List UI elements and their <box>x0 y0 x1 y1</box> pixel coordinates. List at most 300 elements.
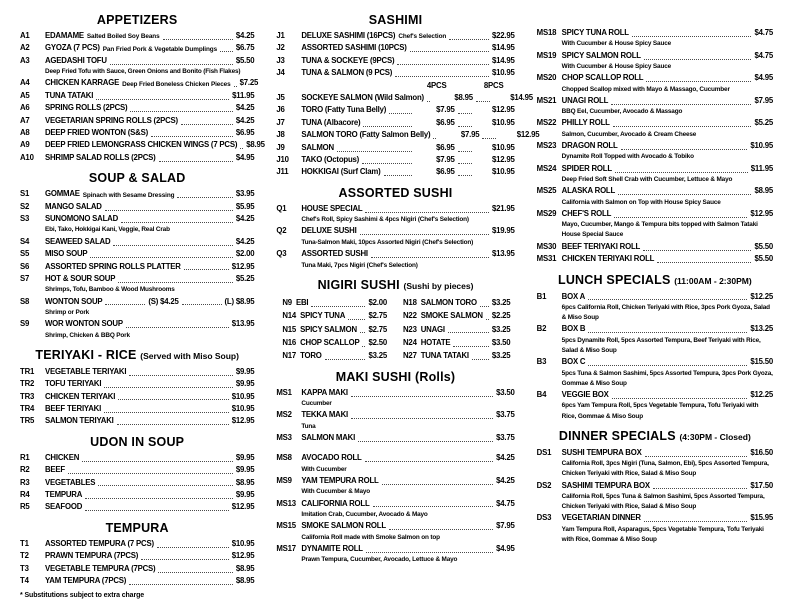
menu-item-row <box>537 356 773 368</box>
section-title <box>20 171 254 186</box>
item-name: TUNA & SALMON (9 PCS) <box>301 68 393 78</box>
item-name: DELUXE SUSHI <box>301 226 357 236</box>
item-code: TR3 <box>20 391 35 401</box>
menu-item-row <box>20 77 259 89</box>
menu-item-row <box>537 291 773 303</box>
dot-leader <box>90 257 232 258</box>
dot-leader <box>130 111 232 112</box>
menu-item-row <box>276 409 514 421</box>
item-code: MS18 <box>536 28 557 37</box>
item-price: $8.95 <box>754 186 773 196</box>
menu-item-row <box>20 296 254 308</box>
item-code: S5 <box>20 249 30 259</box>
item-name: SASHIMI TEMPURA BOX <box>561 480 650 490</box>
item-code: S2 <box>20 201 30 211</box>
item-price: $5.25 <box>235 273 255 283</box>
dot-leader <box>126 327 229 328</box>
section-lunch-specials <box>537 270 773 422</box>
item-code: T4 <box>20 576 29 586</box>
dot-leader <box>337 151 412 152</box>
menu-item-row <box>403 296 510 309</box>
section-teriyaki-rice <box>20 345 254 428</box>
dot-leader <box>644 59 752 60</box>
item-name: UNAGI ROLL <box>561 95 609 105</box>
item-name: SALMON MAKI <box>301 432 356 442</box>
section-subtitle: (4:30PM - Closed) <box>679 431 751 442</box>
item-name: ASSORTED SASHIMI (10PCS) <box>301 43 407 53</box>
item-description: with Rice, Gommae & Miso Soup <box>561 535 657 543</box>
item-price: $21.95 <box>492 203 515 213</box>
item-code: S4 <box>20 236 30 246</box>
item-code: A1 <box>20 31 30 40</box>
dot-leader <box>653 488 747 489</box>
item-price: $10.95 <box>492 68 515 78</box>
item-description: Chicken Teriyaki with Rice, Salad & Miso Soup <box>561 503 697 511</box>
item-price: $4.25 <box>235 31 255 40</box>
item-code: Q3 <box>276 249 287 259</box>
item-code: N17 <box>282 351 297 361</box>
item-code: N15 <box>282 324 297 334</box>
menu-item-row <box>20 42 254 54</box>
item-code: MS25 <box>536 186 557 196</box>
item-code: A9 <box>20 140 30 150</box>
item-name: MANGO SALAD <box>45 201 102 211</box>
item-code: MS20 <box>536 73 557 83</box>
item-price: $8.95 <box>235 576 255 586</box>
menu-item-row <box>282 336 387 349</box>
dot-leader <box>397 64 489 65</box>
item-price-8pcs: $10.95 <box>492 142 515 152</box>
dot-leader <box>482 138 496 139</box>
menu-item-row <box>20 415 254 427</box>
item-note: Spinach with Sesame Dressing <box>82 191 175 199</box>
section-subtitle: (Served with Miso Soup) <box>140 350 239 361</box>
item-description: BBQ Eel, Cucumber, Avocado & Massago <box>561 108 683 116</box>
item-code: TR4 <box>20 403 35 413</box>
menu-item-row <box>276 432 514 444</box>
item-code: J7 <box>276 117 285 127</box>
item-name: VEGETABLES <box>45 477 96 487</box>
menu-item-row <box>20 550 254 562</box>
menu-item-row <box>276 42 514 54</box>
item-price: $4.75 <box>754 50 773 60</box>
item-code: S6 <box>20 261 30 271</box>
dot-leader <box>618 194 751 195</box>
item-description: Cucumber <box>301 400 332 408</box>
dot-leader <box>360 332 366 333</box>
item-description: California Roll made with Smoke Salmon on top <box>301 533 440 541</box>
item-code: MS19 <box>536 50 557 60</box>
item-name: AVOCADO ROLL <box>301 453 362 463</box>
dot-leader <box>448 332 489 333</box>
menu-item-row <box>276 498 514 510</box>
section-title <box>276 278 514 294</box>
menu-item-row <box>20 403 254 415</box>
item-name: GYOZA (7 PCS) <box>45 43 100 53</box>
item-name: AGEDASHI TOFU <box>45 55 107 65</box>
item-code: TR1 <box>20 366 35 376</box>
item-code: A10 <box>20 152 34 162</box>
menu-item-row <box>537 140 773 152</box>
dot-leader <box>234 86 237 87</box>
menu-item-row <box>537 163 773 175</box>
item-price: $15.95 <box>750 513 773 523</box>
menu-item-row <box>20 236 254 248</box>
item-code: J11 <box>276 167 289 177</box>
menu-item-row <box>276 475 514 487</box>
menu-item-row <box>537 185 773 197</box>
item-price: $6.95 <box>235 128 255 138</box>
section-title <box>537 273 773 289</box>
item-name: VEGETARIAN DINNER <box>561 513 641 523</box>
item-name: SALMON TORO <box>420 297 477 307</box>
item-price: $13.25 <box>750 324 773 334</box>
item-price: $12.25 <box>750 291 773 301</box>
dot-leader <box>366 552 493 553</box>
item-description: California Roll, 3pcs Nigiri (Tuna, Salmon, Ebi), 5pcs Assorted Tempura, <box>561 460 769 468</box>
item-code: N23 <box>403 324 417 334</box>
menu-item-row <box>276 142 514 154</box>
price-header-8pcs: 8PCS <box>483 80 504 90</box>
dot-leader <box>117 424 229 425</box>
item-code: J10 <box>276 155 289 165</box>
menu-item-row <box>20 538 254 550</box>
item-name: TUNA TATAKI <box>420 351 469 361</box>
item-code: A3 <box>20 55 30 65</box>
item-description: Imitation Crab, Cucumber, Avocado & Mayo <box>301 510 428 518</box>
item-code: MS30 <box>536 241 557 251</box>
item-code: N16 <box>282 337 297 347</box>
item-name: SEAFOOD <box>45 502 83 512</box>
dot-leader <box>358 441 493 442</box>
item-description: With Cucumber & Mayo <box>301 488 371 496</box>
item-name: SHRIMP SALAD ROLLS (2PCS) <box>45 152 156 162</box>
item-name: SPICY SALMON ROLL <box>561 50 641 60</box>
item-price: $4.95 <box>235 152 255 162</box>
dot-leader <box>453 346 488 347</box>
menu-item-row <box>537 389 773 401</box>
item-code: J1 <box>276 31 285 40</box>
item-code: T3 <box>20 563 29 573</box>
item-price: $10.95 <box>231 391 255 401</box>
item-code: TR5 <box>20 416 35 426</box>
menu-item-row <box>20 273 254 285</box>
item-name: CHEF'S ROLL <box>561 208 612 218</box>
dot-leader <box>389 113 412 114</box>
item-code: TR2 <box>20 379 35 389</box>
item-name: DEEP FRIED WONTON (S&S) <box>45 128 148 138</box>
item-name: KAPPA MAKI <box>301 387 348 397</box>
section-title-text: TEMPURA <box>105 520 169 535</box>
item-code: J4 <box>276 68 285 78</box>
item-price: $4.25 <box>235 103 255 113</box>
item-code: MS2 <box>276 410 292 420</box>
item-code: J2 <box>276 43 285 53</box>
menu-item-row <box>282 349 387 362</box>
menu-item-row <box>20 366 254 378</box>
dot-leader <box>325 359 366 360</box>
item-description: Deep Fried Soft Shell Crab with Cucumber, Lettuce & Mayo <box>561 176 733 184</box>
item-price: $5.95 <box>235 201 255 211</box>
menu-item-row <box>403 309 510 322</box>
menu-item-row <box>537 512 773 524</box>
item-price: $17.50 <box>750 480 773 490</box>
dot-leader <box>181 124 233 125</box>
item-code: N9 <box>282 297 292 307</box>
dot-leader <box>220 51 233 52</box>
menu-item-row <box>276 452 514 464</box>
section-title-text: SOUP & SALAD <box>88 171 186 186</box>
item-code: MS15 <box>276 521 296 531</box>
dot-leader <box>121 222 233 223</box>
item-code: J3 <box>276 55 285 65</box>
item-price: $5.50 <box>754 241 773 251</box>
item-price: $4.75 <box>496 498 515 508</box>
item-name: TEMPURA <box>45 489 83 499</box>
item-price: $3.25 <box>491 351 511 361</box>
dot-leader <box>351 418 493 419</box>
item-name: SEAWEED SALAD <box>45 236 111 246</box>
item-code: Q1 <box>276 203 287 213</box>
item-price: $7.95 <box>754 95 773 105</box>
item-price-8pcs: $12.95 <box>516 130 540 140</box>
item-price: $10.95 <box>231 538 255 548</box>
dot-leader <box>643 250 751 251</box>
item-price: $12.95 <box>231 551 255 561</box>
item-price-8pcs: $10.95 <box>492 167 515 177</box>
dot-leader <box>157 547 229 548</box>
dot-leader <box>105 210 233 211</box>
item-description: Tuna-Salmon Maki, 10pcs Assorted Nigiri (Chef's Selection) <box>301 238 474 246</box>
item-name: WOR WONTON SOUP <box>45 319 123 329</box>
dot-leader <box>427 101 430 102</box>
menu-item-row <box>20 127 254 139</box>
section-title <box>537 429 773 445</box>
section-title-text: DINNER SPECIALS <box>558 428 676 443</box>
item-code: A2 <box>20 43 30 53</box>
item-note: Pan Fried Pork & Vegetable Dumplings <box>102 45 218 53</box>
dot-leader <box>159 161 233 162</box>
menu-item-row <box>276 55 514 67</box>
item-price: $3.25 <box>491 324 511 334</box>
item-name: TOFU TERIYAKI <box>45 379 102 389</box>
item-description: Tuna Maki, 7pcs Nigiri (Chef's Selection) <box>301 261 418 269</box>
item-price: $7.25 <box>239 78 259 88</box>
item-code: MS17 <box>276 543 296 553</box>
section-assorted-sushi <box>276 183 514 271</box>
menu-item-row <box>537 95 773 107</box>
dot-leader <box>644 521 747 522</box>
item-name: ALASKA ROLL <box>561 186 616 196</box>
item-price-4pcs: $6.95 <box>436 117 455 127</box>
item-description: Chef's Roll, Spicy Sashimi & 4pcs Nigiri (Chef's Selection) <box>301 216 469 224</box>
dot-leader <box>612 398 748 399</box>
item-code: DS1 <box>536 447 552 457</box>
item-name: BOX A <box>561 291 586 301</box>
item-name: VEGGIE BOX <box>561 389 609 399</box>
item-price: $9.95 <box>235 465 255 475</box>
dot-leader <box>362 163 412 164</box>
item-price: $3.75 <box>496 432 515 442</box>
item-price: $4.95 <box>754 73 773 83</box>
item-name: EDAMAME <box>45 31 84 40</box>
item-price: $12.95 <box>231 261 255 271</box>
item-price: $11.95 <box>232 90 255 100</box>
item-name: SUNOMONO SALAD <box>45 214 119 224</box>
menu-item-row <box>20 318 254 330</box>
item-name: WONTON SOUP <box>45 296 103 306</box>
section-title-text: LUNCH SPECIALS <box>557 272 671 287</box>
item-code: DS3 <box>536 513 552 523</box>
menu-item-row <box>20 391 254 403</box>
substitutions-footnote: * Substitutions subject to extra charge <box>20 592 145 599</box>
item-description: Dynamite Roll Topped with Avocado & Tobiko <box>561 153 694 161</box>
item-price: $3.95 <box>235 189 255 199</box>
dot-leader <box>365 461 494 462</box>
item-code: N22 <box>403 311 417 321</box>
menu-item-row <box>276 248 514 260</box>
item-code: MS9 <box>276 475 292 485</box>
item-name: SPRING ROLLS (2PCS) <box>45 103 128 113</box>
item-code: MS24 <box>536 163 557 173</box>
item-code: B1 <box>536 291 547 301</box>
item-name: CALIFORNIA ROLL <box>301 498 370 508</box>
item-code: N24 <box>403 337 417 347</box>
item-name: HOTATE <box>420 337 451 347</box>
section-subtitle: (11:00AM - 2:30PM) <box>674 275 752 286</box>
item-price: $11.95 <box>750 163 773 173</box>
item-description: 5pcs Tuna & Salmon Sashimi, 5pcs Assorted Tempura, 3pcs Pork Gyoza, <box>561 369 773 377</box>
dot-leader <box>373 506 494 507</box>
item-name: DRAGON ROLL <box>561 141 618 151</box>
item-price: $7.95 <box>496 521 515 531</box>
item-code: A4 <box>20 78 30 88</box>
item-description: Gommae & Miso Soup <box>561 379 627 387</box>
item-name: DYNAMITE ROLL <box>301 543 363 553</box>
dot-leader <box>458 175 472 176</box>
item-price: $4.25 <box>235 214 255 224</box>
item-name: TEKKA MAKI <box>301 410 349 420</box>
item-name: BEEF <box>45 465 65 475</box>
section-title-text: UDON IN SOUP <box>90 434 185 449</box>
item-price: $15.50 <box>750 357 773 367</box>
item-code: R4 <box>20 489 30 499</box>
menu-item-row <box>403 323 510 336</box>
menu-column-middle <box>265 10 540 601</box>
item-name: YAM TEMPURA (7PCS) <box>45 576 127 586</box>
item-price: $4.25 <box>496 475 515 485</box>
item-price: $10.95 <box>231 403 255 413</box>
item-code: J6 <box>276 105 285 115</box>
item-name: ASSORTED TEMPURA (7 PCS) <box>45 538 154 548</box>
item-price: $3.25 <box>491 297 511 307</box>
section-udon-in-soup <box>20 432 254 514</box>
dot-leader <box>588 332 747 333</box>
menu-item-row <box>276 67 514 79</box>
item-code: S1 <box>20 189 30 199</box>
item-name: SALMON <box>301 142 334 152</box>
item-name: ASSORTED SPRING ROLLS PLATTER <box>45 261 181 271</box>
item-code: J9 <box>276 142 285 152</box>
dot-leader <box>104 412 229 413</box>
item-description: Salad & Miso Soup <box>561 346 617 354</box>
item-code: DS2 <box>536 480 552 490</box>
dot-leader <box>476 101 490 102</box>
item-description: Shrimps, Tofu, Bamboo & Wood Mushrooms <box>45 286 175 294</box>
item-price-8pcs: $14.95 <box>510 93 533 103</box>
item-name: SOCKEYE SALMON (Wild Salmon) <box>301 93 424 103</box>
item-note: Deep Fried Boneless Chicken Pieces <box>122 80 231 88</box>
dot-leader <box>158 572 232 573</box>
menu-item-row <box>20 563 254 575</box>
dot-leader <box>85 498 233 499</box>
item-code: R5 <box>20 502 30 512</box>
item-code: A6 <box>20 103 30 113</box>
item-name: PHILLY ROLL <box>561 118 610 128</box>
item-price: $13.95 <box>492 249 515 259</box>
item-code: S8 <box>20 296 30 306</box>
item-name: SALMON TORO (Fatty Salmon Belly) <box>301 130 431 140</box>
item-code: MS23 <box>536 141 557 151</box>
dot-leader <box>96 99 229 100</box>
item-name: HOUSE SPECIAL <box>301 203 363 213</box>
dot-leader <box>151 136 233 137</box>
dot-leader <box>621 149 748 150</box>
item-price: $9.95 <box>235 489 255 499</box>
dot-leader <box>85 510 229 511</box>
menu-item-row <box>20 90 254 102</box>
item-price-8pcs: $12.95 <box>492 105 515 115</box>
item-price: $3.75 <box>496 410 515 420</box>
dot-leader <box>611 104 751 105</box>
dot-leader <box>182 304 222 305</box>
menu-item-row <box>537 253 773 265</box>
item-code: J5 <box>276 93 285 103</box>
price-columns-header <box>276 80 514 92</box>
section-nigiri-sushi <box>276 275 514 363</box>
menu-item-row <box>537 72 773 84</box>
section-dinner-specials <box>537 426 773 545</box>
dot-leader <box>129 375 233 376</box>
dot-leader <box>614 217 747 218</box>
item-name: TORO (Fatty Tuna Belly) <box>301 105 387 115</box>
item-description: 6pcs Yam Tempura Roll, 5pcs Vegetable Tempura, Tofu Teriyaki with <box>561 402 759 410</box>
item-name: SALMON TERIYAKI <box>45 416 114 426</box>
dot-leader <box>129 584 233 585</box>
item-price: $12.95 <box>231 502 255 512</box>
item-name: TORO <box>300 351 322 361</box>
item-price: $2.00 <box>235 249 255 259</box>
item-price-4pcs: $6.95 <box>436 167 455 177</box>
item-code: MS21 <box>536 95 557 105</box>
item-name: CHOP SCALLOP <box>300 337 360 347</box>
menu-item-row <box>537 480 773 492</box>
item-name: SPICY TUNA <box>300 311 346 321</box>
item-price: $5.50 <box>754 254 773 264</box>
item-code: MS22 <box>536 118 557 128</box>
item-code: S9 <box>20 319 30 329</box>
menu-item-row <box>20 477 254 489</box>
item-name: MISO SOUP <box>45 249 88 259</box>
menu-item-row <box>403 349 510 362</box>
dot-leader <box>365 212 489 213</box>
dot-leader <box>104 387 233 388</box>
item-name: SUSHI TEMPURA BOX <box>561 447 642 457</box>
dot-leader <box>351 396 493 397</box>
item-code: MS31 <box>536 254 557 264</box>
menu-item-row <box>20 55 254 67</box>
item-code: MS29 <box>536 208 557 218</box>
